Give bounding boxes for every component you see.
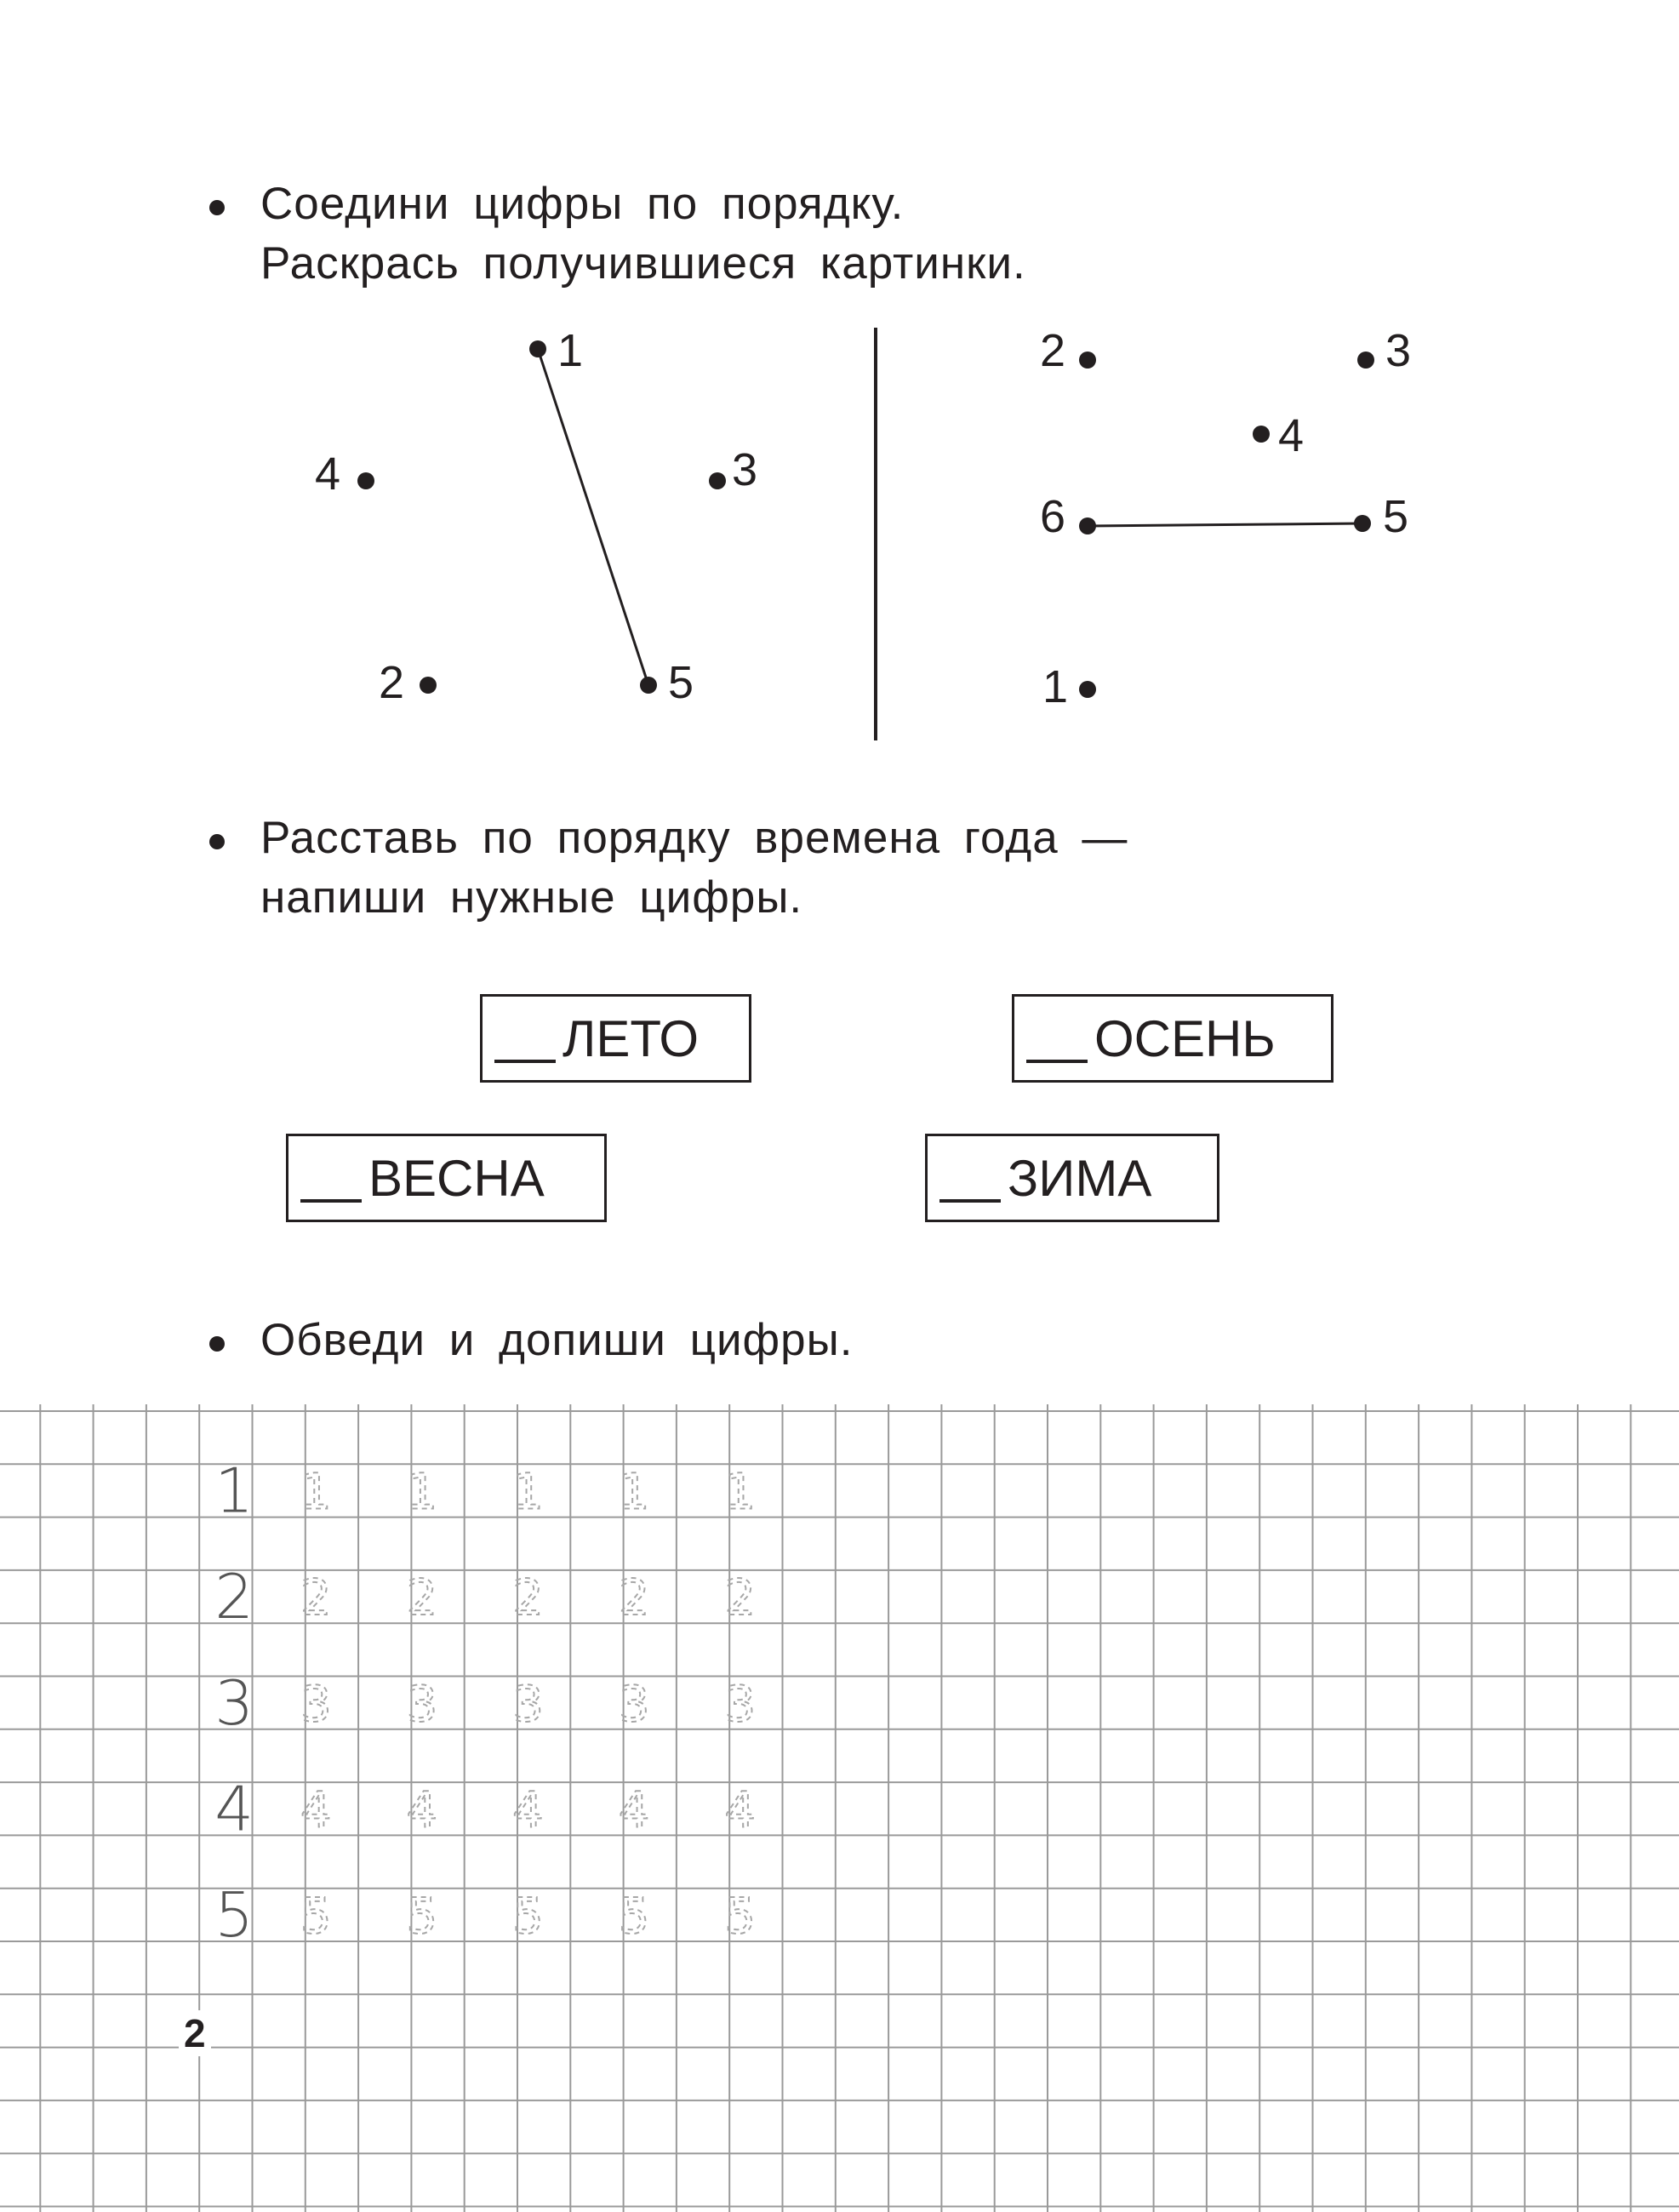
connecting-line — [1088, 523, 1362, 526]
model-digit: 3 — [214, 1666, 254, 1739]
trace-digit[interactable]: 2 — [618, 1569, 650, 1627]
dot-label: 2 — [1040, 325, 1066, 376]
tracing-row — [214, 1561, 756, 1632]
dot[interactable] — [640, 677, 657, 694]
trace-digit[interactable]: 1 — [406, 1462, 438, 1521]
dot-label: 6 — [1040, 491, 1066, 542]
instruction-line: Раскрась получившиеся картинки. — [260, 238, 1026, 289]
dot-label: 4 — [315, 449, 341, 500]
dot-label: 1 — [557, 325, 584, 376]
model-digit: 2 — [214, 1561, 254, 1633]
bullet-icon — [209, 834, 225, 849]
dot-label: 4 — [1278, 410, 1305, 461]
dot[interactable] — [709, 472, 726, 489]
season-word: ЗИМА — [1008, 1149, 1152, 1207]
left-puzzle — [315, 325, 757, 708]
dot[interactable] — [1079, 517, 1096, 534]
connect-dots-puzzles — [0, 0, 1679, 766]
dot[interactable] — [420, 677, 437, 694]
trace-digit[interactable]: 3 — [618, 1674, 650, 1733]
trace-digit[interactable]: 3 — [724, 1674, 757, 1733]
trace-digit[interactable]: 1 — [300, 1462, 332, 1521]
season-box-winter — [925, 1134, 1219, 1222]
season-word: ВЕСНА — [368, 1149, 545, 1207]
trace-digit[interactable]: 3 — [406, 1674, 438, 1733]
trace-digit[interactable]: 2 — [724, 1569, 757, 1627]
dot[interactable] — [529, 340, 546, 357]
trace-digit[interactable]: 4 — [618, 1780, 650, 1839]
season-box-autumn — [1012, 994, 1333, 1083]
trace-digit[interactable]: 4 — [300, 1780, 332, 1839]
trace-digit[interactable]: 5 — [406, 1887, 438, 1945]
dot-label: 2 — [379, 657, 405, 708]
dot[interactable] — [357, 472, 374, 489]
dot[interactable] — [1253, 426, 1270, 443]
dot-label: 5 — [1383, 491, 1409, 542]
tracing-row — [214, 1455, 756, 1527]
model-digit: 5 — [214, 1879, 254, 1951]
trace-digit[interactable]: 1 — [512, 1462, 544, 1521]
trace-digit[interactable]: 2 — [300, 1569, 332, 1627]
season-box-summer — [480, 994, 751, 1083]
tracing-row — [214, 1773, 756, 1844]
dot-label: 3 — [732, 444, 758, 495]
instruction-line: Расставь по порядку времена года — — [260, 813, 1128, 863]
trace-digit[interactable]: 5 — [300, 1887, 332, 1945]
trace-digit[interactable]: 5 — [512, 1887, 544, 1945]
dot[interactable] — [1079, 681, 1096, 698]
right-puzzle — [1040, 325, 1411, 712]
trace-digit[interactable]: 3 — [512, 1674, 544, 1733]
dot-label: 5 — [668, 657, 694, 708]
trace-digit[interactable]: 4 — [406, 1780, 438, 1839]
season-word: ОСЕНЬ — [1094, 1009, 1276, 1067]
dot-label: 1 — [1042, 661, 1069, 712]
trace-digit[interactable]: 2 — [512, 1569, 544, 1627]
instruction-line: Соедини цифры по порядку. — [260, 179, 905, 229]
dot[interactable] — [1357, 352, 1374, 369]
model-digit: 1 — [214, 1455, 254, 1527]
dot-label: 3 — [1385, 325, 1412, 376]
trace-digit[interactable]: 4 — [512, 1780, 544, 1839]
model-digit: 4 — [214, 1773, 254, 1845]
connecting-line — [538, 349, 648, 685]
page-number: 2 — [179, 2010, 211, 2056]
answer-blank[interactable] — [1026, 1014, 1088, 1063]
squared-paper-grid[interactable] — [0, 1404, 1679, 2212]
trace-digit[interactable]: 5 — [724, 1887, 757, 1945]
season-word: ЛЕТО — [563, 1009, 700, 1067]
trace-digit[interactable]: 4 — [724, 1780, 757, 1839]
tracing-rows — [214, 1455, 756, 1951]
instruction-line: напиши нужные цифры. — [260, 872, 803, 923]
dot[interactable] — [1079, 352, 1096, 369]
tracing-row — [214, 1667, 756, 1739]
trace-digit[interactable]: 3 — [300, 1674, 332, 1733]
instruction-line: Обведи и допиши цифры. — [260, 1315, 854, 1365]
trace-digit[interactable]: 1 — [618, 1462, 650, 1521]
season-box-spring — [286, 1134, 607, 1222]
answer-blank[interactable] — [939, 1153, 1001, 1203]
dot[interactable] — [1354, 515, 1371, 532]
bullet-icon — [209, 1336, 225, 1352]
trace-digit[interactable]: 2 — [406, 1569, 438, 1627]
answer-blank[interactable] — [300, 1153, 362, 1203]
trace-digit[interactable]: 1 — [724, 1462, 757, 1521]
answer-blank[interactable] — [494, 1014, 556, 1063]
trace-digit[interactable]: 5 — [618, 1887, 650, 1945]
tracing-row — [214, 1879, 756, 1951]
